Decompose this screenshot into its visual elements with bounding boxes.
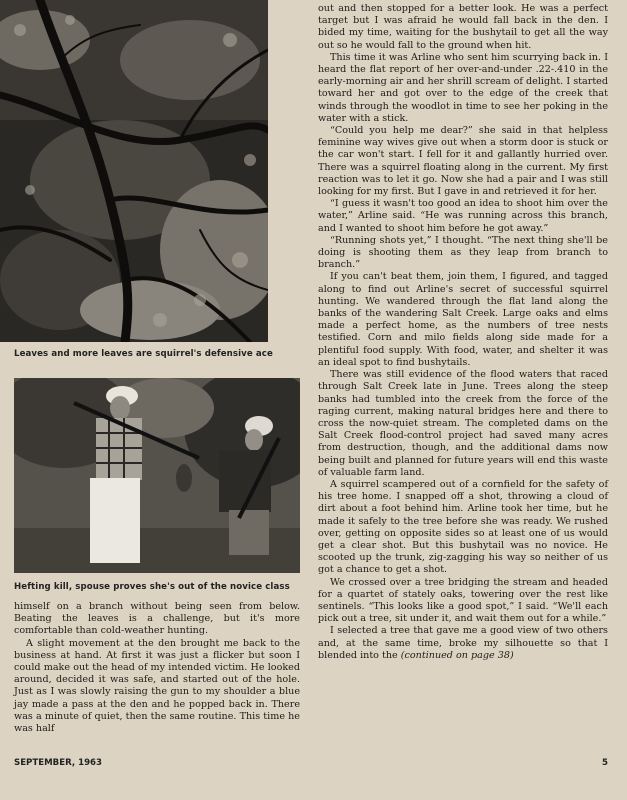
paragraph: A slight movement at the den brought me back to the business at hand. At first it was just a flicker but soon I could make out the head of my intended victim. He looked around, decided it was safe, and started out of the hole. Just as I was slowly raising the gun to my shoulder a blue jay made a pass at the den and he popped back in. There was a minute of quiet, then the same routine. This time he was half	[14, 637, 300, 735]
paragraph: “I guess it wasn't too good an idea to shoot him over the water,” Arline said. “He was running across this branch, and I wanted to shoot him before he got away.”	[318, 198, 608, 234]
page-number: 5	[602, 758, 608, 768]
tree-leaves-photo	[0, 0, 268, 342]
paragraph: We crossed over a tree bridging the stream and headed for a quartet of stately oaks, towering over the rest like sentinels. “This looks like a good spot,” I said. “We'll each pick out a tree, sit under it, and wait them out for a while.”	[318, 576, 608, 625]
paragraph: There was still evidence of the flood waters that raced through Salt Creek late in June. Trees along the steep banks had tumbled into the creek from the force of the raging current, making natural bridges here and there to cross the now-quiet stream. The completed dams on the Salt Creek flood-control project had saved many acres from destruction, though, and the additional dams now being built and planned for future years will end this waste of valuable farm land.	[318, 369, 608, 478]
paragraph-text: I selected a tree that gave me a good view of two others and, at the same time, broke my silhouette so that I blended into the	[318, 625, 608, 661]
paragraph: out and then stopped for a better look. He was a perfect target but I was afraid he would fall back in the den. I bided my time, waiting for the bushytail to get all the way out so he would fall to the ground when hit.	[318, 3, 608, 51]
footer-date: SEPTEMBER, 1963	[14, 758, 103, 768]
hunters-photo	[14, 378, 300, 573]
paragraph: himself on a branch without being seen from below. Beating the leaves is a challenge, but it's more comfortable than cold-weather hunting.	[14, 601, 300, 637]
photo-caption-leaves: Leaves and more leaves are squirrel's defensive ace	[14, 349, 273, 359]
paragraph: If you can't beat them, join them, I figured, and tagged along to find out Arline's secret of successful squirrel hunting. We wandered through the flat land along the banks of the wandering Salt Creek. Large oaks and elms made a perfect home, as the numbers of tree nests testified. Corn and milo fields along side made for a plentiful food supply. With food, water, and shelter it was an ideal spot to find bushytails.	[318, 271, 608, 368]
left-column-text	[14, 601, 300, 735]
continued-note: (continued on page 38)	[400, 649, 514, 661]
paragraph	[318, 625, 608, 662]
photo-caption-hefting: Hefting kill, spouse proves she's out of the novice class	[14, 582, 290, 592]
paragraph: A squirrel scampered out of a cornfield for the safety of his tree home. I snapped off a shot, throwing a cloud of dirt about a foot behind him. Arline took her time, but he made it safely to the tree before she was ready. We rushed over, getting on opposite sides so at least one of us would get a clear shot. But this bushytail was no novice. He scooted up the trunk, zig-zagging his way so neither of us got a chance to get a shot.	[318, 478, 608, 576]
paragraph: “Could you help me dear?” she said in that helpless feminine way wives give out when a storm door is stuck or the car won't start. I fell for it and gallantly hurried over. There was a squirrel floating along in the current. My first reaction was to let it go. Now she had a pair and I was still looking for my first. But I gave in and retrieved it for her.	[318, 125, 608, 198]
paragraph: “Running shots yet,” I thought. “The next thing she'll be doing is shooting them as they leap from branch to branch.”	[318, 234, 608, 271]
right-column-text	[318, 3, 608, 662]
paragraph: This time it was Arline who sent him scurrying back in. I heard the flat report of her over-and-under .22-.410 in the early-morning air and her shrill scream of delight. I started toward her and got over to the edge of the creek that winds through the woodlot in time to see her poking in the water with a stick.	[318, 51, 608, 124]
